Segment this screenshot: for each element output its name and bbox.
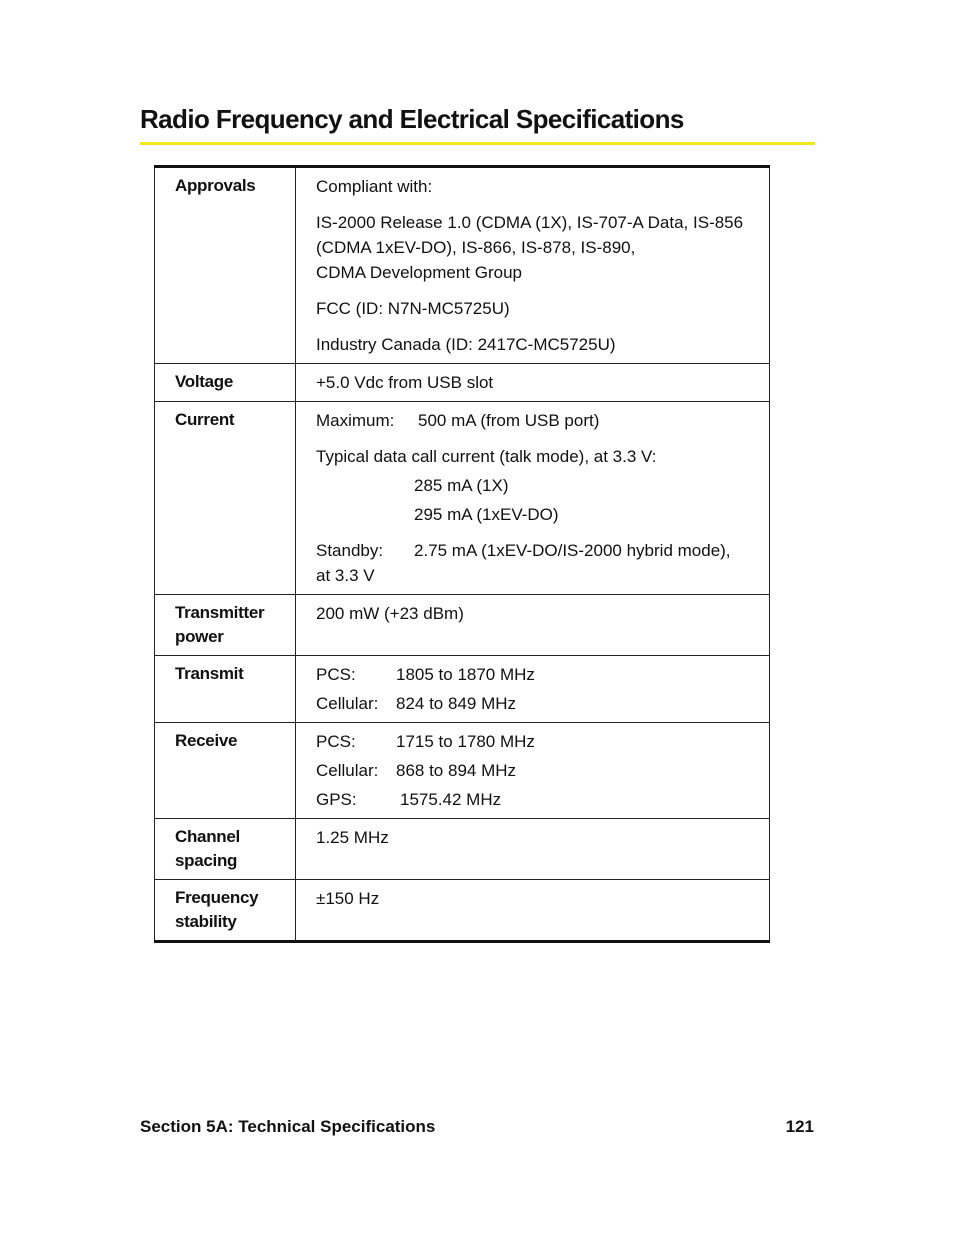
tx-power-label-2: power: [175, 627, 224, 646]
table-row-transmit: [155, 656, 770, 723]
row-value-channel: 1.25 MHz: [296, 819, 770, 880]
title-underline: [140, 142, 815, 145]
row-label-frequency: [155, 880, 296, 942]
table-row-receive: [155, 723, 770, 819]
frequency-label-2: stability: [175, 912, 237, 931]
row-value-current: [296, 402, 770, 595]
row-value-tx-power: 200 mW (+23 dBm): [296, 595, 770, 656]
transmit-pcs-value: 1805 to 1870 MHz: [396, 665, 535, 684]
row-label-channel: [155, 819, 296, 880]
approvals-standards: IS-2000 Release 1.0 (CDMA (1X), IS-707-A Data, IS-856 (CDMA 1xEV-DO), IS-866, IS-878, IS-890,: [316, 213, 744, 257]
current-max-value: 500 mA (from USB port): [418, 411, 600, 430]
table-row-current: [155, 402, 770, 595]
table-row-voltage: [155, 364, 770, 402]
receive-gps-value: 1575.42 MHz: [400, 790, 502, 809]
approvals-cdg: CDMA Development Group: [316, 263, 522, 282]
spec-table: [154, 165, 770, 943]
receive-cell-value: 868 to 894 MHz: [396, 761, 517, 780]
table-row-frequency: [155, 880, 770, 942]
current-standby-value: 2.75 mA (1xEV-DO/IS-2000 hybrid mode), at 3.3 V: [316, 541, 731, 585]
receive-cell-line: [316, 758, 749, 783]
frequency-label-1: Frequency: [175, 888, 259, 907]
transmit-cell-line: [316, 691, 749, 716]
transmit-cell-label: Cellular:: [316, 694, 379, 713]
row-label-voltage: Voltage: [155, 364, 296, 402]
footer-section: Section 5A: Technical Specifications: [140, 1117, 436, 1136]
row-value-transmit: [296, 656, 770, 723]
row-label-transmit: Transmit: [155, 656, 296, 723]
current-standby-label: Standby:: [316, 541, 384, 560]
row-label-current: Current: [155, 402, 296, 595]
current-standby-line: [316, 538, 749, 588]
table-row-approvals: [155, 167, 770, 364]
current-max-label: Maximum:: [316, 411, 395, 430]
receive-pcs-value: 1715 to 1780 MHz: [396, 732, 535, 751]
row-label-tx-power: [155, 595, 296, 656]
row-value-frequency: ±150 Hz: [296, 880, 770, 942]
channel-label-2: spacing: [175, 851, 238, 870]
approvals-ic: Industry Canada (ID: 2417C-MC5725U): [316, 335, 616, 354]
row-label-approvals: Approvals: [155, 167, 296, 364]
transmit-pcs-line: [316, 662, 749, 687]
receive-gps-line: [316, 787, 749, 812]
table-row-tx-power: [155, 595, 770, 656]
current-max-line: [316, 408, 749, 433]
receive-gps-label: GPS:: [316, 790, 357, 809]
transmit-pcs-label: PCS:: [316, 665, 356, 684]
row-value-voltage: +5.0 Vdc from USB slot: [296, 364, 770, 402]
approvals-fcc: FCC (ID: N7N-MC5725U): [316, 299, 510, 318]
channel-label-1: Channel: [175, 827, 240, 846]
footer-page-number: 121: [785, 1117, 814, 1136]
transmit-cell-value: 824 to 849 MHz: [396, 694, 517, 713]
row-value-receive: [296, 723, 770, 819]
receive-cell-label: Cellular:: [316, 761, 379, 780]
receive-pcs-line: [316, 729, 749, 754]
current-typ-evdo: 295 mA (1xEV-DO): [414, 505, 559, 524]
current-typ-1x: 285 mA (1X): [414, 476, 509, 495]
row-label-receive: Receive: [155, 723, 296, 819]
receive-pcs-label: PCS:: [316, 732, 356, 751]
current-typical: Typical data call current (talk mode), at 3.3 V:: [316, 447, 657, 466]
approvals-intro: Compliant with:: [316, 177, 433, 196]
tx-power-label-1: Transmitter: [175, 603, 265, 622]
page-title: Radio Frequency and Electrical Specifications: [140, 104, 684, 134]
row-value-approvals: [296, 167, 770, 364]
table-row-channel: [155, 819, 770, 880]
